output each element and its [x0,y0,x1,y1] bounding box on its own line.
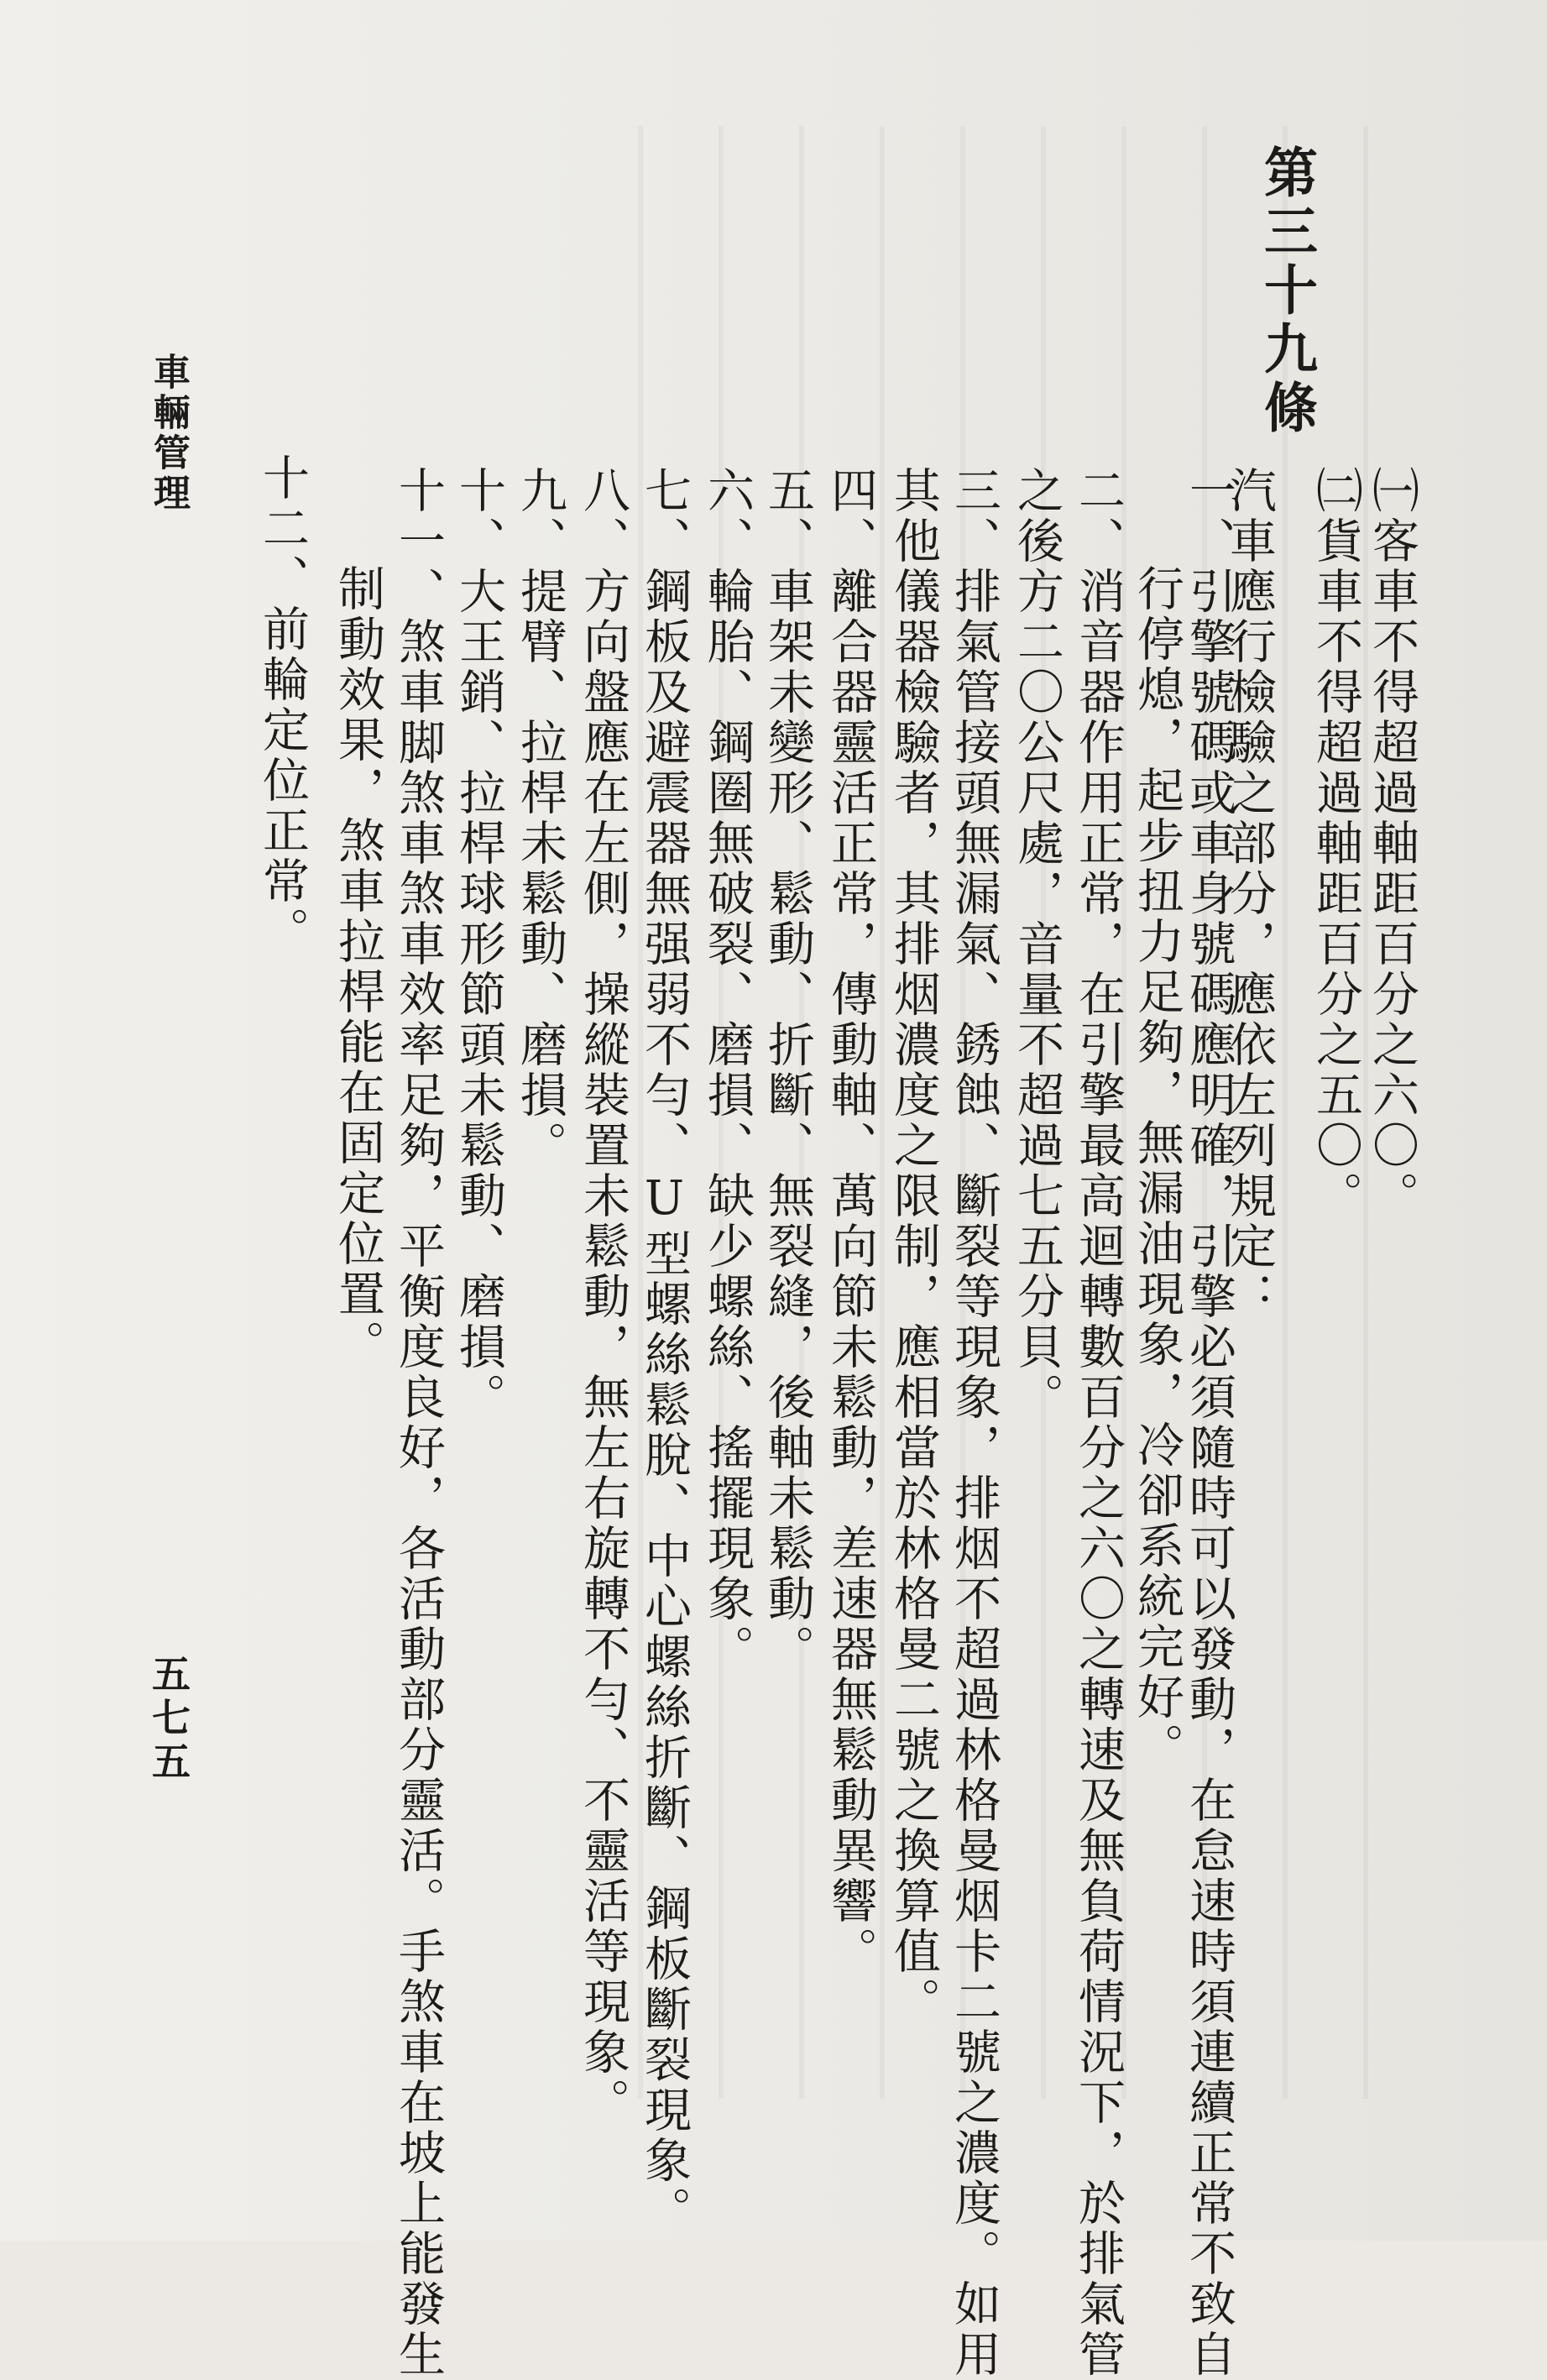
subitem-2: ㈡貨車不得超過軸距百分之五〇。 [1309,466,1363,1221]
subitem-1: ㈠客車不得超過軸距百分之六〇。 [1365,466,1419,1221]
clause-5: 五、車架未變形、鬆動、折斷、無裂縫，後軸未鬆動。 [760,466,815,1675]
clause-10: 十、大王銷、拉桿球形節頭未鬆動、磨損。 [452,466,506,1423]
clause-11-line-2: 制動效果，煞車拉桿能在固定位置。 [331,564,385,1370]
article-intro: 汽車應行檢驗之部分，應依左列規定： [1222,466,1277,1322]
clause-1-line-2: 行停熄，起步扭力足夠，無漏油現象，冷卻系統完好。 [1130,564,1184,1773]
clause-12: 十二、前輪定位正常。 [255,453,310,957]
page-number: 五七五 [146,1654,191,1785]
clause-7: 七、鋼板及避震器無强弱不勻、U型螺絲鬆脫、中心螺絲折斷、鋼板斷裂現象。 [637,466,692,2236]
running-head: 車輛管理 [147,353,190,514]
clause-8: 八、方向盤應在左側，操縱裝置未鬆動，無左右旋轉不勻、不靈活等現象。 [576,466,630,2128]
clause-11-line-1: 十一、煞車脚煞車煞車效率足夠，平衡度良好，各活動部分靈活。手煞車在坡上能發生 [391,466,446,2380]
clause-4: 四、離合器靈活正常，傳動軸、萬向節未鬆動，差速器無鬆動異響。 [823,466,878,1977]
clause-3-line-1: 三、排氣管接頭無漏氣、銹蝕、斷裂等現象，排烟不超過林格曼烟卡二號之濃度。如用 [947,466,1001,2380]
article-title: 第三十九條 [1255,144,1318,438]
clause-3-line-2: 其他儀器檢驗者，其排烟濃度之限制，應相當於林格曼二號之換算值。 [886,466,941,2027]
clause-6: 六、輪胎、鋼圈無破裂、磨損、缺少螺絲、搖擺現象。 [700,466,755,1675]
clause-9: 九、提臂、拉桿未鬆動、磨損。 [513,466,567,1171]
clause-1-line-1: 一、引擎號碼或車身號碼應明確，引擎必須隨時可以發動，在怠速時須連續正常不致自 [1182,466,1236,2380]
clause-2-line-2: 之後方二〇公尺處，音量不超過七五分貝。 [1010,466,1064,1423]
clause-2-line-1: 二、消音器作用正常，在引擎最高迴轉數百分之六〇之轉速及無負荷情況下，於排氣管 [1071,466,1126,2380]
